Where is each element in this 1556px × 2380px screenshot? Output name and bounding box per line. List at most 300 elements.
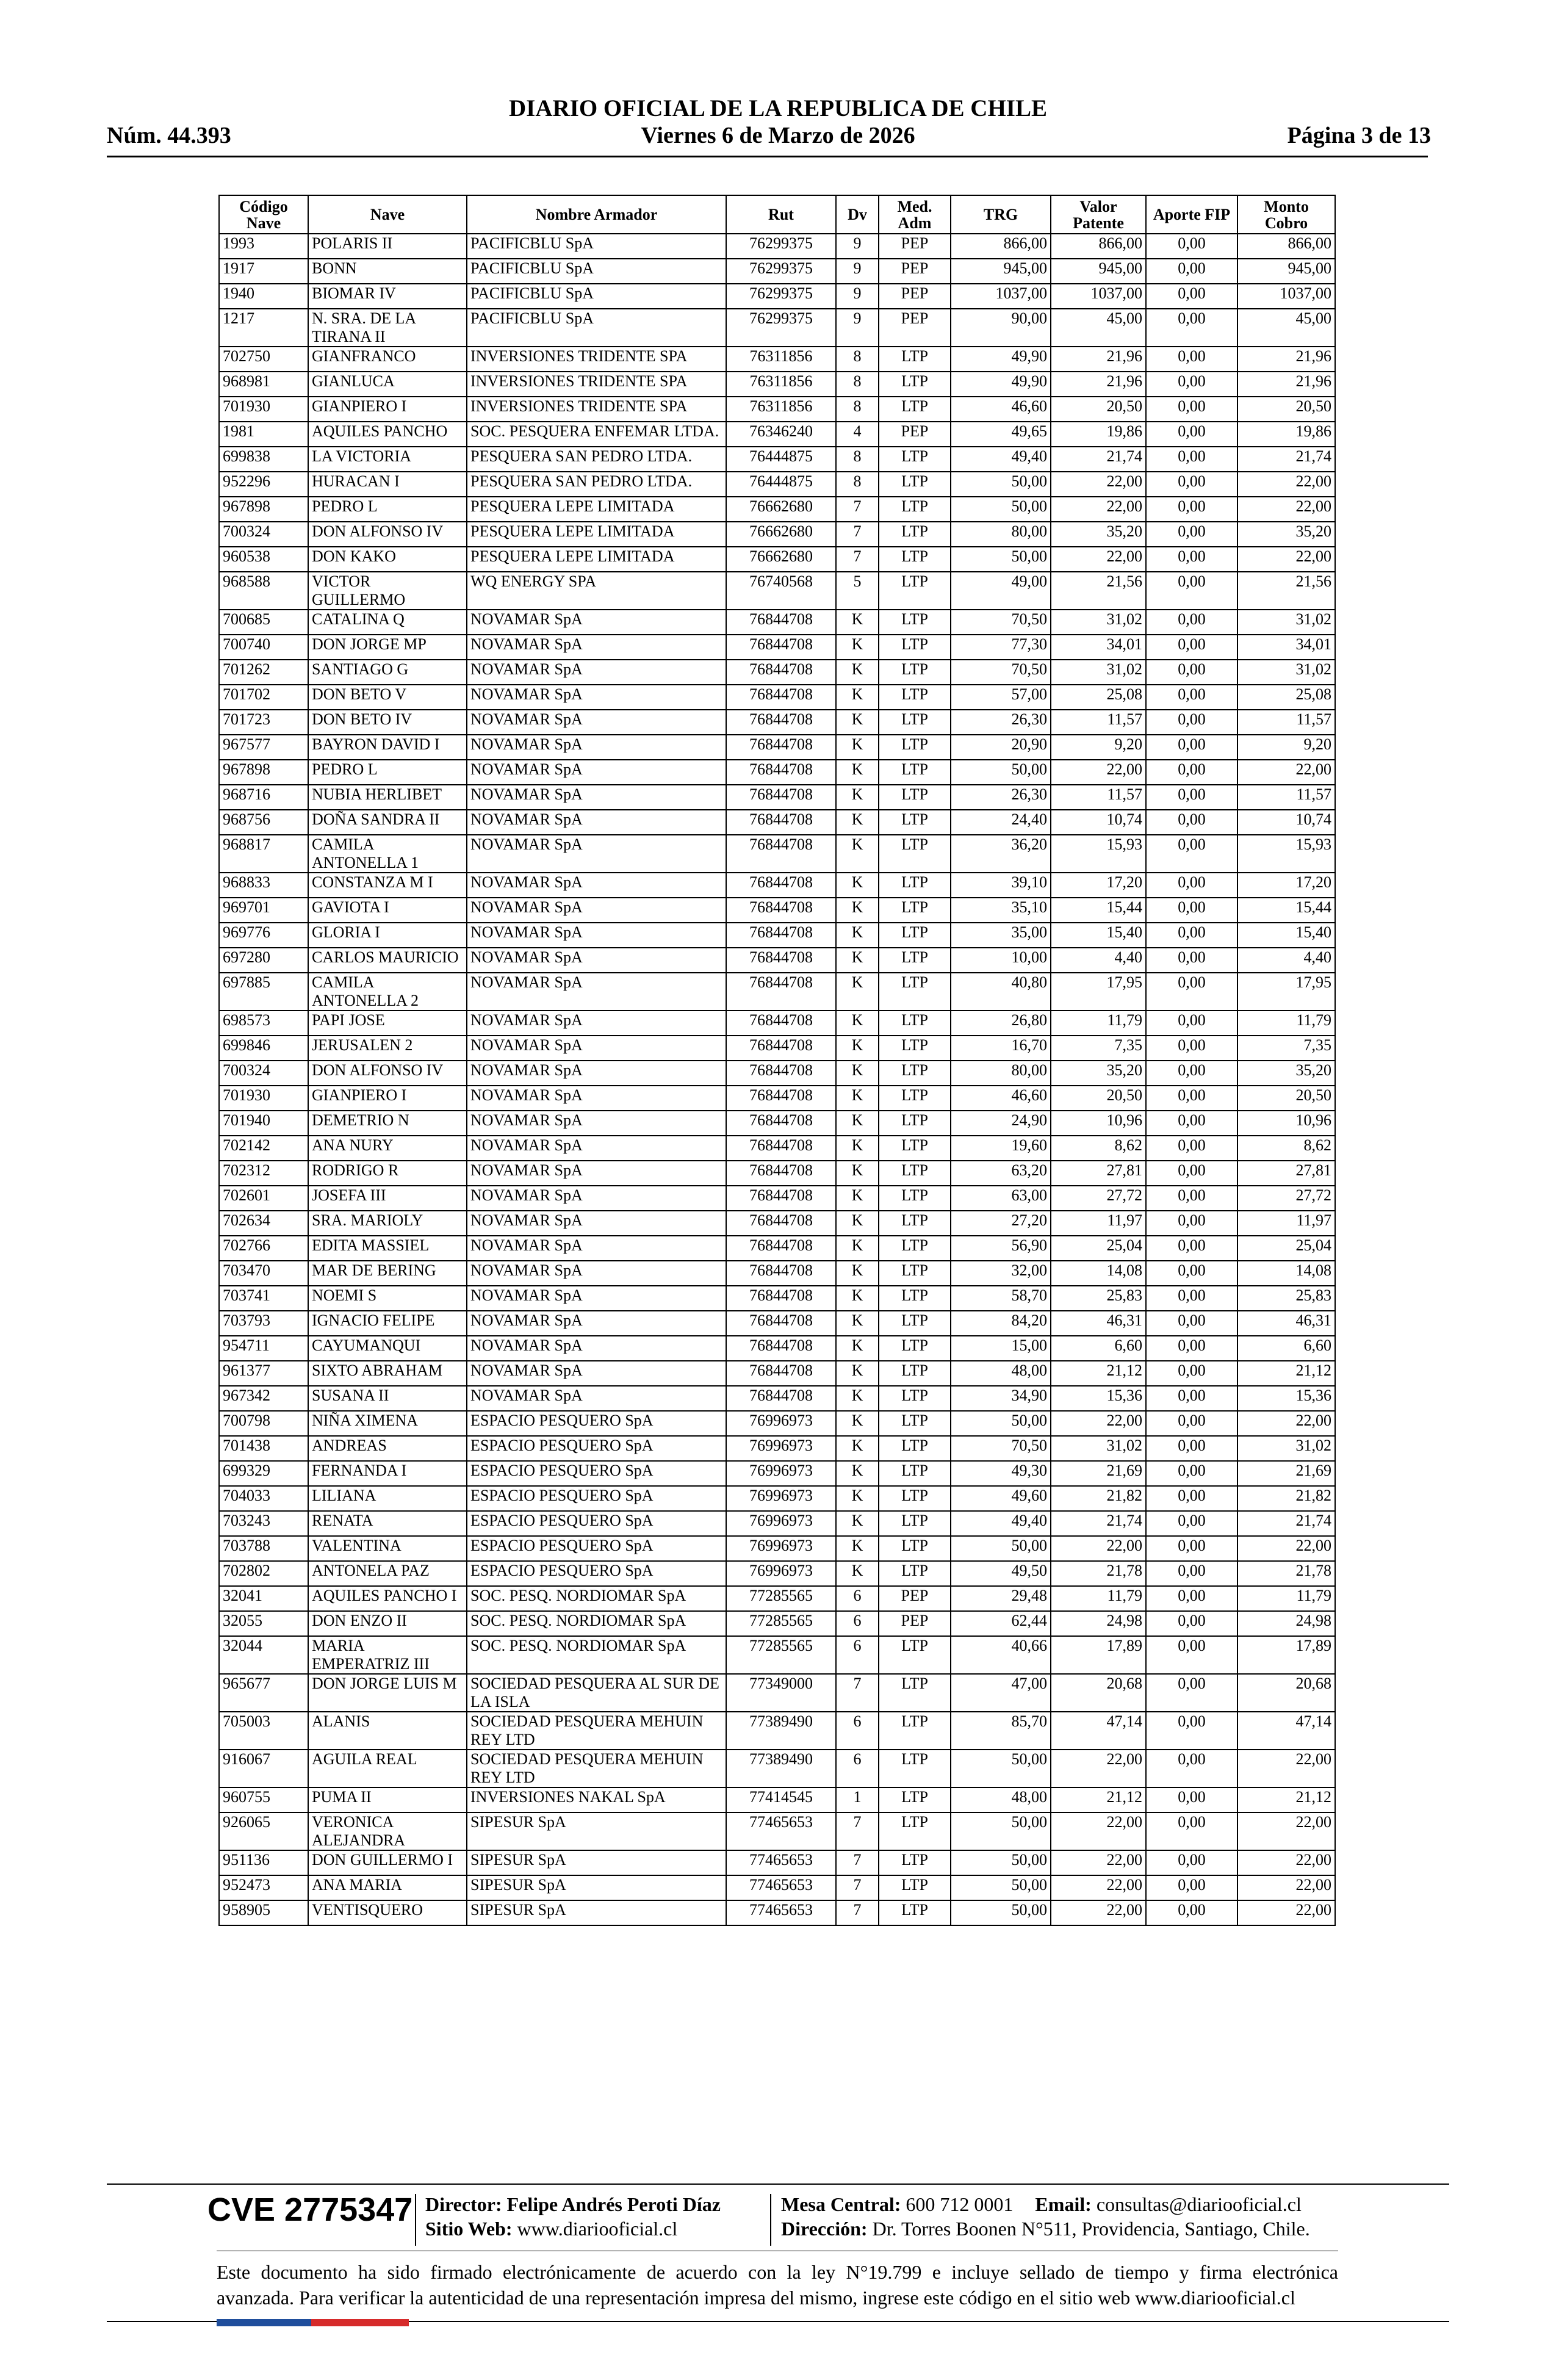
patent-value-cell: 25,04 [1051, 1236, 1146, 1261]
table-row [219, 660, 1335, 685]
table-row [219, 1536, 1335, 1561]
dv-cell: 1 [836, 1787, 879, 1812]
charge-amount-cell: 22,00 [1237, 472, 1335, 497]
fip-contribution-cell: 0,00 [1146, 873, 1237, 898]
patent-value-cell: 27,72 [1051, 1186, 1146, 1211]
table-row [219, 1261, 1335, 1286]
trg-cell: 36,20 [951, 835, 1051, 873]
med-adm-cell: LTP [879, 547, 951, 572]
fip-contribution-cell: 0,00 [1146, 1436, 1237, 1461]
column-header: Código Nave [219, 195, 308, 234]
vessel-name-cell: JERUSALEN 2 [308, 1036, 467, 1061]
charge-amount-cell: 25,08 [1237, 685, 1335, 710]
table-row [219, 1111, 1335, 1136]
owner-name-cell: WQ ENERGY SPA [467, 572, 726, 610]
table-row [219, 1461, 1335, 1486]
address-value: Dr. Torres Boonen N°511, Providencia, Santiago, Chile. [872, 2218, 1310, 2240]
charge-amount-cell: 47,14 [1237, 1712, 1335, 1750]
charge-amount-cell: 25,83 [1237, 1286, 1335, 1311]
trg-cell: 84,20 [951, 1311, 1051, 1336]
rut-cell: 76844708 [726, 660, 836, 685]
trg-cell: 26,80 [951, 1011, 1051, 1036]
med-adm-cell: LTP [879, 1086, 951, 1111]
column-header: Monto Cobro [1237, 195, 1335, 234]
med-adm-cell: LTP [879, 1750, 951, 1787]
med-adm-cell: LTP [879, 760, 951, 785]
vessel-code-cell: 701723 [219, 710, 308, 735]
table-row [219, 873, 1335, 898]
patent-value-cell: 17,95 [1051, 973, 1146, 1011]
fip-contribution-cell: 0,00 [1146, 1561, 1237, 1586]
dv-cell: K [836, 1436, 879, 1461]
rut-cell: 76844708 [726, 973, 836, 1011]
vessel-name-cell: CAYUMANQUI [308, 1336, 467, 1361]
dv-cell: K [836, 1336, 879, 1361]
rut-cell: 77285565 [726, 1636, 836, 1674]
trg-cell: 70,50 [951, 660, 1051, 685]
owner-name-cell: NOVAMAR SpA [467, 635, 726, 660]
site-link[interactable]: www.diariooficial.cl [517, 2218, 678, 2240]
patent-value-cell: 15,36 [1051, 1386, 1146, 1411]
vessel-name-cell: CAMILA ANTONELLA 1 [308, 835, 467, 873]
dv-cell: K [836, 810, 879, 835]
table-row [219, 610, 1335, 635]
patent-value-cell: 15,93 [1051, 835, 1146, 873]
newspaper-title: DIARIO OFICIAL DE LA REPUBLICA DE CHILE [508, 95, 1047, 121]
vessel-name-cell: GAVIOTA I [308, 898, 467, 923]
dv-cell: K [836, 735, 879, 760]
patent-value-cell: 22,00 [1051, 497, 1146, 522]
fip-contribution-cell: 0,00 [1146, 735, 1237, 760]
trg-cell: 34,90 [951, 1386, 1051, 1411]
fip-contribution-cell: 0,00 [1146, 1787, 1237, 1812]
vessel-code-cell: 1981 [219, 422, 308, 447]
vessel-code-cell: 1940 [219, 284, 308, 309]
column-header: Rut [726, 195, 836, 234]
owner-name-cell: NOVAMAR SpA [467, 1336, 726, 1361]
rut-cell: 76996973 [726, 1461, 836, 1486]
rut-cell: 76444875 [726, 472, 836, 497]
owner-name-cell: NOVAMAR SpA [467, 973, 726, 1011]
vessel-name-cell: PEDRO L [308, 497, 467, 522]
vessel-name-cell: GLORIA I [308, 923, 467, 948]
vessel-code-cell: 701930 [219, 397, 308, 422]
charge-amount-cell: 21,82 [1237, 1486, 1335, 1511]
dv-cell: K [836, 1036, 879, 1061]
trg-cell: 50,00 [951, 547, 1051, 572]
site-label: Sitio Web: [425, 2218, 513, 2240]
vessel-name-cell: GIANFRANCO [308, 347, 467, 372]
vessel-code-cell: 705003 [219, 1712, 308, 1750]
patent-value-cell: 47,14 [1051, 1712, 1146, 1750]
trg-cell: 47,00 [951, 1674, 1051, 1712]
table-row [219, 547, 1335, 572]
patent-value-cell: 19,86 [1051, 422, 1146, 447]
fip-contribution-cell: 0,00 [1146, 522, 1237, 547]
fip-contribution-cell: 0,00 [1146, 1674, 1237, 1712]
vessel-name-cell: RODRIGO R [308, 1161, 467, 1186]
med-adm-cell: LTP [879, 1461, 951, 1486]
dv-cell: 9 [836, 234, 879, 259]
trg-cell: 40,80 [951, 973, 1051, 1011]
rut-cell: 76299375 [726, 259, 836, 284]
vessel-name-cell: VICTOR GUILLERMO [308, 572, 467, 610]
fip-contribution-cell: 0,00 [1146, 610, 1237, 635]
rut-cell: 76844708 [726, 948, 836, 973]
fip-contribution-cell: 0,00 [1146, 1286, 1237, 1311]
med-adm-cell: LTP [879, 923, 951, 948]
rut-cell: 76844708 [726, 1061, 836, 1086]
fip-contribution-cell: 0,00 [1146, 1850, 1237, 1875]
trg-cell: 40,66 [951, 1636, 1051, 1674]
trg-cell: 29,48 [951, 1586, 1051, 1611]
med-adm-cell: LTP [879, 1850, 951, 1875]
charge-amount-cell: 24,98 [1237, 1611, 1335, 1636]
vessel-name-cell: NUBIA HERLIBET [308, 785, 467, 810]
vessel-code-cell: 704033 [219, 1486, 308, 1511]
vessel-code-cell: 968981 [219, 372, 308, 397]
owner-name-cell: ESPACIO PESQUERO SpA [467, 1511, 726, 1536]
med-adm-cell: LTP [879, 522, 951, 547]
vessel-code-cell: 702312 [219, 1161, 308, 1186]
owner-name-cell: SOCIEDAD PESQUERA AL SUR DE LA ISLA [467, 1674, 726, 1712]
fip-contribution-cell: 0,00 [1146, 1586, 1237, 1611]
charge-amount-cell: 11,57 [1237, 710, 1335, 735]
dv-cell: 7 [836, 1875, 879, 1900]
table-row [219, 1061, 1335, 1086]
med-adm-cell: PEP [879, 259, 951, 284]
owner-name-cell: NOVAMAR SpA [467, 1211, 726, 1236]
dv-cell: K [836, 1386, 879, 1411]
med-adm-cell: LTP [879, 1787, 951, 1812]
vessel-code-cell: 701438 [219, 1436, 308, 1461]
vessel-code-cell: 701940 [219, 1111, 308, 1136]
owner-name-cell: NOVAMAR SpA [467, 1061, 726, 1086]
trg-cell: 24,90 [951, 1111, 1051, 1136]
table-row [219, 1011, 1335, 1036]
trg-cell: 56,90 [951, 1236, 1051, 1261]
flag-red-segment [311, 2319, 409, 2326]
owner-name-cell: ESPACIO PESQUERO SpA [467, 1486, 726, 1511]
vessel-code-cell: 954711 [219, 1336, 308, 1361]
med-adm-cell: LTP [879, 1411, 951, 1436]
table-row [219, 347, 1335, 372]
table-row [219, 1900, 1335, 1925]
patent-value-cell: 10,96 [1051, 1111, 1146, 1136]
charge-amount-cell: 21,12 [1237, 1361, 1335, 1386]
charge-amount-cell: 21,74 [1237, 1511, 1335, 1536]
vessel-name-cell: MAR DE BERING [308, 1261, 467, 1286]
dv-cell: K [836, 660, 879, 685]
table-header [219, 195, 1335, 234]
vessel-code-cell: 968833 [219, 873, 308, 898]
owner-name-cell: PESQUERA LEPE LIMITADA [467, 497, 726, 522]
vessel-name-cell: DON ALFONSO IV [308, 522, 467, 547]
charge-amount-cell: 21,56 [1237, 572, 1335, 610]
owner-name-cell: NOVAMAR SpA [467, 810, 726, 835]
med-adm-cell: LTP [879, 1636, 951, 1674]
table-row [219, 422, 1335, 447]
vessel-name-cell: DON JORGE MP [308, 635, 467, 660]
owner-name-cell: INVERSIONES NAKAL SpA [467, 1787, 726, 1812]
vessel-name-cell: GIANPIERO I [308, 1086, 467, 1111]
med-adm-cell: LTP [879, 1812, 951, 1850]
fip-contribution-cell: 0,00 [1146, 1812, 1237, 1850]
owner-name-cell: NOVAMAR SpA [467, 873, 726, 898]
med-adm-cell: LTP [879, 1486, 951, 1511]
trg-cell: 24,40 [951, 810, 1051, 835]
vessel-code-cell: 967898 [219, 760, 308, 785]
charge-amount-cell: 20,50 [1237, 397, 1335, 422]
patent-value-cell: 866,00 [1051, 234, 1146, 259]
rut-cell: 76740568 [726, 572, 836, 610]
vessel-name-cell: AQUILES PANCHO I [308, 1586, 467, 1611]
patent-value-cell: 20,50 [1051, 1086, 1146, 1111]
fip-contribution-cell: 0,00 [1146, 397, 1237, 422]
med-adm-cell: LTP [879, 397, 951, 422]
rut-cell: 76299375 [726, 309, 836, 347]
med-adm-cell: LTP [879, 898, 951, 923]
table-row [219, 259, 1335, 284]
issue-number: Núm. 44.393 [107, 123, 231, 148]
dv-cell: K [836, 760, 879, 785]
vessel-name-cell: PUMA II [308, 1787, 467, 1812]
med-adm-cell: LTP [879, 347, 951, 372]
dv-cell: K [836, 973, 879, 1011]
table-row [219, 1311, 1335, 1336]
vessel-name-cell: ANA MARIA [308, 1875, 467, 1900]
patent-value-cell: 22,00 [1051, 1536, 1146, 1561]
patent-value-cell: 17,20 [1051, 873, 1146, 898]
dv-cell: K [836, 1411, 879, 1436]
owner-name-cell: NOVAMAR SpA [467, 1236, 726, 1261]
trg-cell: 50,00 [951, 1411, 1051, 1436]
rut-cell: 76844708 [726, 1261, 836, 1286]
fip-contribution-cell: 0,00 [1146, 1161, 1237, 1186]
fip-contribution-cell: 0,00 [1146, 1236, 1237, 1261]
med-adm-cell: LTP [879, 1211, 951, 1236]
trg-cell: 35,10 [951, 898, 1051, 923]
rut-cell: 76844708 [726, 785, 836, 810]
dv-cell: 9 [836, 259, 879, 284]
fip-contribution-cell: 0,00 [1146, 1712, 1237, 1750]
table-row [219, 1486, 1335, 1511]
rut-cell: 76662680 [726, 497, 836, 522]
trg-cell: 50,00 [951, 1850, 1051, 1875]
dv-cell: 9 [836, 309, 879, 347]
trg-cell: 50,00 [951, 1536, 1051, 1561]
med-adm-cell: LTP [879, 735, 951, 760]
vessel-code-cell: 702142 [219, 1136, 308, 1161]
rut-cell: 76844708 [726, 1036, 836, 1061]
owner-name-cell: NOVAMAR SpA [467, 1311, 726, 1336]
fip-contribution-cell: 0,00 [1146, 1311, 1237, 1336]
fip-contribution-cell: 0,00 [1146, 1486, 1237, 1511]
table-row [219, 497, 1335, 522]
trg-cell: 49,00 [951, 572, 1051, 610]
vessel-name-cell: AGUILA REAL [308, 1750, 467, 1787]
med-adm-cell: LTP [879, 1361, 951, 1386]
vessel-code-cell: 701930 [219, 1086, 308, 1111]
table-row [219, 785, 1335, 810]
trg-cell: 77,30 [951, 635, 1051, 660]
owner-name-cell: ESPACIO PESQUERO SpA [467, 1436, 726, 1461]
table-row [219, 1086, 1335, 1111]
rut-cell: 76311856 [726, 347, 836, 372]
charge-amount-cell: 20,68 [1237, 1674, 1335, 1712]
charge-amount-cell: 15,93 [1237, 835, 1335, 873]
trg-cell: 50,00 [951, 1812, 1051, 1850]
fip-contribution-cell: 0,00 [1146, 1875, 1237, 1900]
rut-cell: 76844708 [726, 1136, 836, 1161]
dv-cell: K [836, 1086, 879, 1111]
vessel-code-cell: 968756 [219, 810, 308, 835]
dv-cell: K [836, 1486, 879, 1511]
rut-cell: 76844708 [726, 898, 836, 923]
dv-cell: 8 [836, 372, 879, 397]
email-link[interactable]: consultas@diariooficial.cl [1096, 2193, 1302, 2215]
dv-cell: 8 [836, 447, 879, 472]
patent-value-cell: 4,40 [1051, 948, 1146, 973]
charge-amount-cell: 4,40 [1237, 948, 1335, 973]
vessel-name-cell: ANDREAS [308, 1436, 467, 1461]
rut-cell: 77285565 [726, 1611, 836, 1636]
trg-cell: 49,60 [951, 1486, 1051, 1511]
vessel-code-cell: 965677 [219, 1674, 308, 1712]
vessel-name-cell: NIÑA XIMENA [308, 1411, 467, 1436]
table-row [219, 1812, 1335, 1850]
charge-amount-cell: 31,02 [1237, 1436, 1335, 1461]
med-adm-cell: LTP [879, 685, 951, 710]
dv-cell: 6 [836, 1750, 879, 1787]
vessel-name-cell: MARIA EMPERATRIZ III [308, 1636, 467, 1674]
vessel-name-cell: VERONICA ALEJANDRA [308, 1812, 467, 1850]
owner-name-cell: INVERSIONES TRIDENTE SPA [467, 397, 726, 422]
fip-contribution-cell: 0,00 [1146, 447, 1237, 472]
dv-cell: 7 [836, 1850, 879, 1875]
column-header: Aporte FIP [1146, 195, 1237, 234]
rut-cell: 76996973 [726, 1536, 836, 1561]
vessel-name-cell: ANTONELA PAZ [308, 1561, 467, 1586]
dv-cell: 5 [836, 572, 879, 610]
trg-cell: 49,90 [951, 372, 1051, 397]
vessel-name-cell: DEMETRIO N [308, 1111, 467, 1136]
vessel-code-cell: 702766 [219, 1236, 308, 1261]
trg-cell: 26,30 [951, 785, 1051, 810]
owner-name-cell: PESQUERA SAN PEDRO LTDA. [467, 447, 726, 472]
charge-amount-cell: 866,00 [1237, 234, 1335, 259]
dv-cell: 8 [836, 347, 879, 372]
patent-value-cell: 945,00 [1051, 259, 1146, 284]
vessel-name-cell: VALENTINA [308, 1536, 467, 1561]
trg-cell: 10,00 [951, 948, 1051, 973]
patent-value-cell: 25,08 [1051, 685, 1146, 710]
dv-cell: 7 [836, 1812, 879, 1850]
rut-cell: 76844708 [726, 710, 836, 735]
charge-amount-cell: 27,72 [1237, 1186, 1335, 1211]
owner-name-cell: NOVAMAR SpA [467, 1111, 726, 1136]
column-header: TRG [951, 195, 1051, 234]
rut-cell: 76844708 [726, 1236, 836, 1261]
dv-cell: 8 [836, 472, 879, 497]
dv-cell: 6 [836, 1636, 879, 1674]
owner-name-cell: SIPESUR SpA [467, 1875, 726, 1900]
charge-amount-cell: 21,12 [1237, 1787, 1335, 1812]
owner-name-cell: SOC. PESQ. NORDIOMAR SpA [467, 1611, 726, 1636]
charge-amount-cell: 11,57 [1237, 785, 1335, 810]
fip-contribution-cell: 0,00 [1146, 1461, 1237, 1486]
fip-contribution-cell: 0,00 [1146, 685, 1237, 710]
vessel-name-cell: PAPI JOSE [308, 1011, 467, 1036]
table-row [219, 1136, 1335, 1161]
table-row [219, 1750, 1335, 1787]
trg-cell: 945,00 [951, 259, 1051, 284]
rut-cell: 76844708 [726, 1361, 836, 1386]
vessel-code-cell: 700324 [219, 1061, 308, 1086]
trg-cell: 39,10 [951, 873, 1051, 898]
trg-cell: 49,30 [951, 1461, 1051, 1486]
patent-value-cell: 9,20 [1051, 735, 1146, 760]
rut-cell: 77349000 [726, 1674, 836, 1712]
owner-name-cell: NOVAMAR SpA [467, 948, 726, 973]
rut-cell: 76996973 [726, 1411, 836, 1436]
table-row [219, 572, 1335, 610]
fip-contribution-cell: 0,00 [1146, 259, 1237, 284]
dv-cell: K [836, 1061, 879, 1086]
patent-value-cell: 46,31 [1051, 1311, 1146, 1336]
owner-name-cell: NOVAMAR SpA [467, 760, 726, 785]
fip-contribution-cell: 0,00 [1146, 810, 1237, 835]
vessel-code-cell: 967577 [219, 735, 308, 760]
trg-cell: 50,00 [951, 497, 1051, 522]
patent-value-cell: 21,12 [1051, 1361, 1146, 1386]
patent-value-cell: 22,00 [1051, 1750, 1146, 1787]
patent-value-cell: 31,02 [1051, 660, 1146, 685]
rut-cell: 76299375 [726, 284, 836, 309]
med-adm-cell: LTP [879, 1061, 951, 1086]
vessel-name-cell: ANA NURY [308, 1136, 467, 1161]
rut-cell: 76844708 [726, 1161, 836, 1186]
patent-value-cell: 21,96 [1051, 372, 1146, 397]
owner-name-cell: NOVAMAR SpA [467, 1261, 726, 1286]
dv-cell: K [836, 1186, 879, 1211]
vessel-code-cell: 968716 [219, 785, 308, 810]
rut-cell: 76996973 [726, 1486, 836, 1511]
dv-cell: K [836, 685, 879, 710]
fishing-vessel-fees-table [218, 195, 1336, 1926]
legal-notice [217, 2259, 1338, 2310]
fip-contribution-cell: 0,00 [1146, 1136, 1237, 1161]
dv-cell: 4 [836, 422, 879, 447]
dv-cell: 8 [836, 397, 879, 422]
charge-amount-cell: 945,00 [1237, 259, 1335, 284]
dv-cell: K [836, 1236, 879, 1261]
patent-value-cell: 21,82 [1051, 1486, 1146, 1511]
owner-name-cell: PESQUERA SAN PEDRO LTDA. [467, 472, 726, 497]
table-row [219, 1186, 1335, 1211]
rut-cell: 76346240 [726, 422, 836, 447]
trg-cell: 32,00 [951, 1261, 1051, 1286]
patent-value-cell: 20,68 [1051, 1674, 1146, 1712]
vessel-code-cell: 961377 [219, 1361, 308, 1386]
fip-contribution-cell: 0,00 [1146, 1061, 1237, 1086]
med-adm-cell: LTP [879, 710, 951, 735]
owner-name-cell: SIPESUR SpA [467, 1812, 726, 1850]
patent-value-cell: 21,96 [1051, 347, 1146, 372]
charge-amount-cell: 8,62 [1237, 1136, 1335, 1161]
vessel-code-cell: 699846 [219, 1036, 308, 1061]
med-adm-cell: LTP [879, 1161, 951, 1186]
